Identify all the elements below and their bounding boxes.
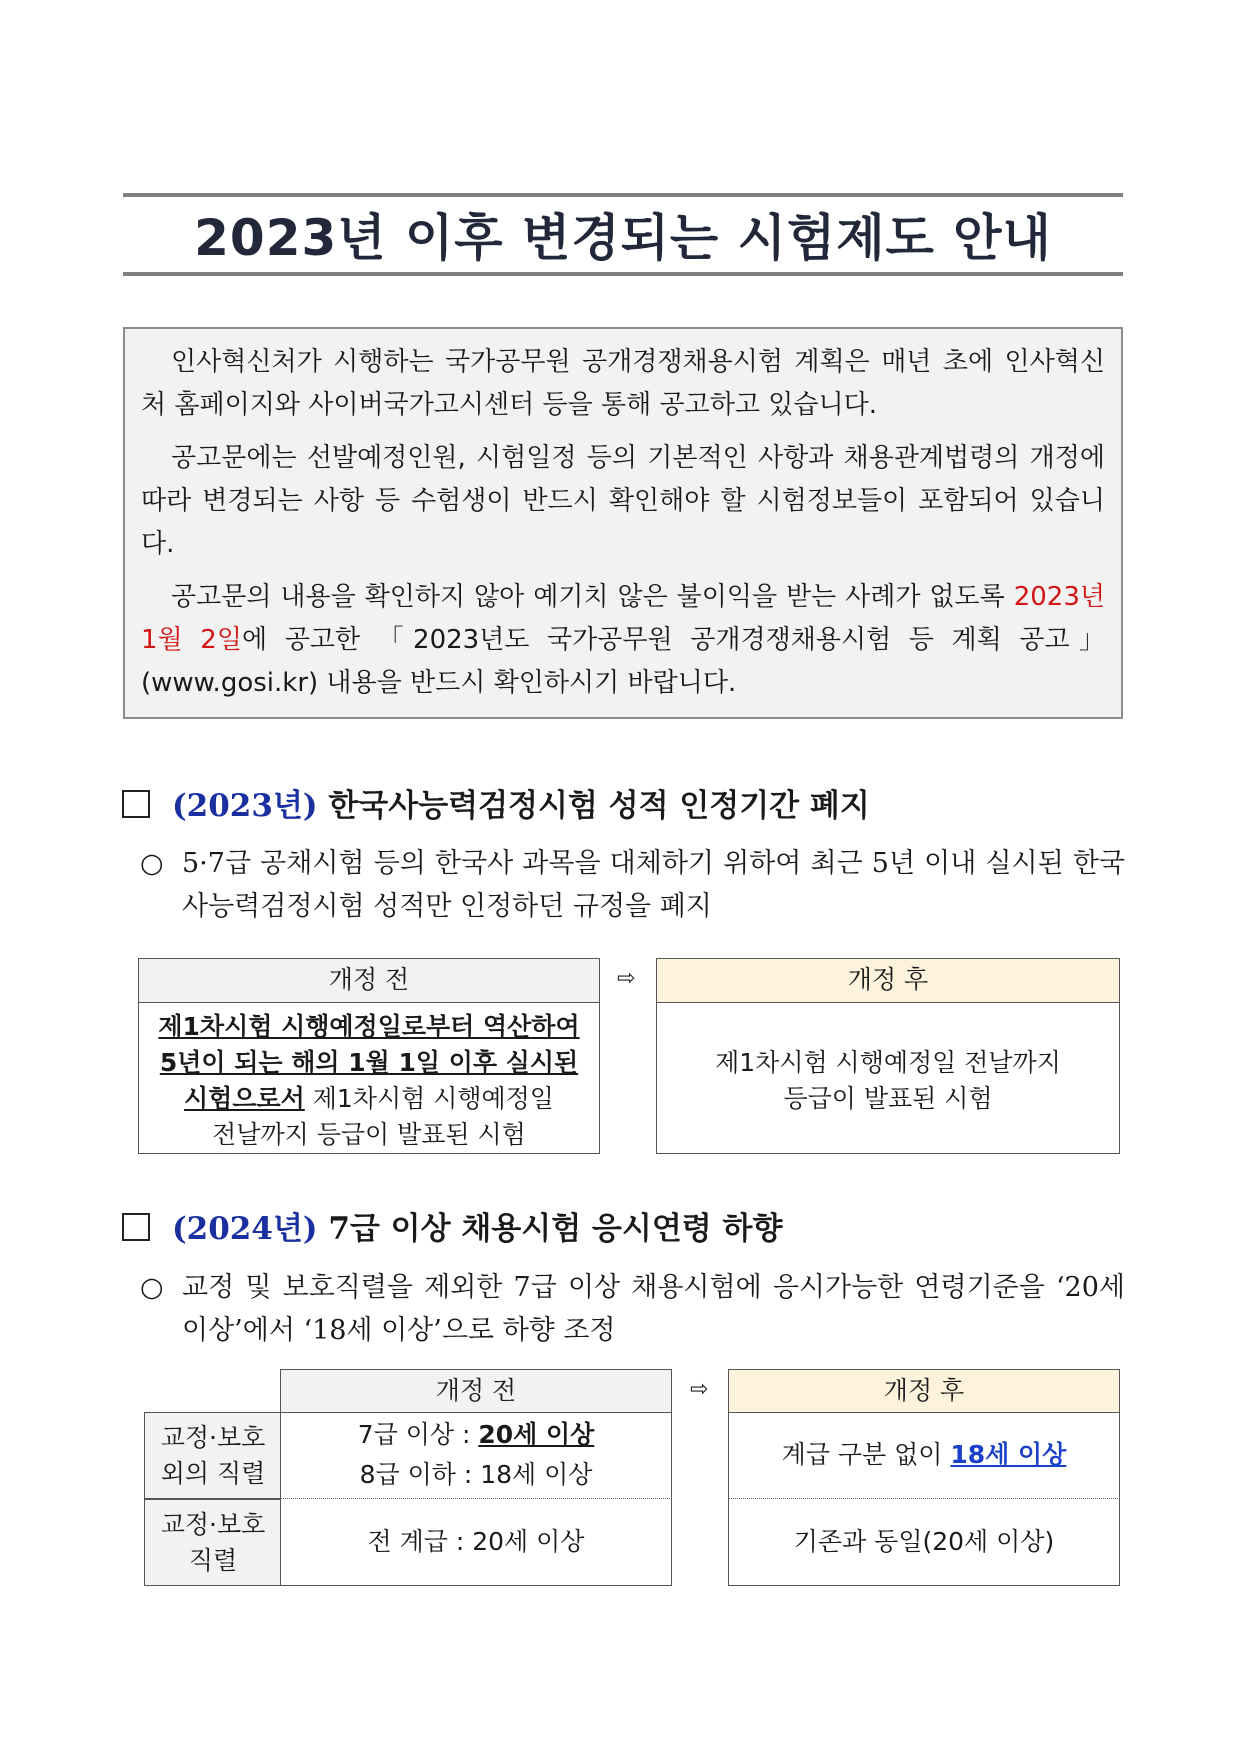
section1-bullet — [140, 842, 1125, 928]
section2-bullet-text: 교정 및 보호직렬을 제외한 7급 이상 채용시험에 응시가능한 연령기준을 ‘20세 이상’에서 ‘18세 이상’으로 하향 조정 — [182, 1272, 1125, 1346]
intro-box — [123, 327, 1123, 719]
section2-row2-label-line2: 직렬 — [188, 1546, 238, 1575]
section2-row2-before: 전 계급 : 20세 이상 — [280, 1499, 672, 1586]
section1-after-content — [657, 1003, 1119, 1117]
intro-p3-end: 에 공고한 「2023년도 국가공무원 공개경쟁채용시험 등 계획 공고」(www.gosi.kr) 내용을 반드시 확인하시기 바랍니다. — [141, 625, 1105, 698]
section2-row1-after — [728, 1412, 1120, 1499]
section1-before-table — [138, 958, 600, 1154]
section2-row1-label — [144, 1412, 281, 1499]
section1-bullet-text: 5·7급 공채시험 등의 한국사 과목을 대체하기 위하여 최근 5년 이내 실시된 한국사능력검정시험 성적만 인정하던 규정을 폐지 — [182, 848, 1125, 922]
section1-before-line1: 제1차시험 시행예정일로부터 역산하여 — [158, 1012, 580, 1041]
section1-before-line2: 5년이 되는 해의 1월 1일 이후 실시된 — [159, 1048, 579, 1077]
section1-before-line3-rest: 제1차시험 시행예정일 — [304, 1084, 554, 1113]
intro-paragraph-2: 공고문에는 선발예정인원, 시험일정 등의 기본적인 사항과 채용관계법령의 개정에 따라 변경되는 사항 등 수험생이 반드시 확인해야 할 시험정보들이 포함되어 있습니다. — [141, 443, 1105, 559]
title-bottom-rule — [123, 272, 1123, 276]
section2-heading — [122, 1203, 782, 1248]
title-top-rule — [123, 193, 1123, 197]
section2-row1-before-line1-value: 20세 이상 — [478, 1420, 595, 1449]
section2-before-header: 개정 전 — [280, 1369, 672, 1413]
checkbox-square-icon — [122, 790, 150, 818]
intro-paragraph-3 — [141, 576, 1105, 705]
checkbox-square-icon — [122, 1213, 150, 1241]
section2-row2-label-line1: 교정·보호 — [160, 1510, 266, 1539]
intro-p3-date: 2023년 1월 2일 — [141, 582, 1105, 655]
section2-before-table — [144, 1369, 672, 1586]
section1-title: 한국사능력검정시험 성적 인정기간 폐지 — [328, 788, 870, 824]
section2-row1-before-line1 — [281, 1415, 671, 1455]
page-title: 2023년 이후 변경되는 시험제도 안내 — [194, 209, 1052, 267]
section2-after-table — [728, 1369, 1120, 1586]
section2-bullet — [140, 1266, 1125, 1352]
intro-paragraph-1: 인사혁신처가 시행하는 국가공무원 공개경쟁채용시험 계획은 매년 초에 인사혁신처 홈페이지와 사이버국가고시센터 등을 통해 공고하고 있습니다. — [141, 347, 1105, 420]
section2-title: 7급 이상 채용시험 응시연령 하향 — [328, 1211, 783, 1247]
section1-after-table — [656, 958, 1120, 1154]
section2-row2-label — [144, 1499, 281, 1586]
section2-row2-after: 기존과 동일(20세 이상) — [728, 1499, 1120, 1586]
section2-row1-before-line2: 8급 이하 : 18세 이상 — [359, 1460, 593, 1489]
section1-before-line3 — [139, 1081, 599, 1117]
section2-after-header: 개정 후 — [728, 1369, 1120, 1413]
intro-p3-start: 공고문의 내용을 확인하지 않아 예기치 않은 불이익을 받는 사례가 없도록 — [171, 582, 1014, 612]
bullet-circle-icon: ○ — [140, 1272, 164, 1303]
section2-row1-label-line2: 외의 직렬 — [160, 1459, 266, 1488]
section1-after-line2: 등급이 발표된 시험 — [783, 1084, 993, 1113]
section1-after-header: 개정 후 — [657, 959, 1119, 1003]
section1-before-line3-underlined: 시험으로서 — [184, 1084, 305, 1113]
section2-row1-after-value: 18세 이상 — [950, 1440, 1067, 1469]
section1-year: (2023년) — [172, 788, 318, 824]
section2-row1-after-label: 계급 구분 없이 — [781, 1440, 951, 1469]
section1-before-line4: 전날까지 등급이 발표된 시험 — [212, 1120, 526, 1149]
section1-before-content — [139, 1003, 599, 1153]
section1-before-header: 개정 전 — [139, 959, 599, 1003]
section2-row1-before-line1-label: 7급 이상 : — [357, 1420, 479, 1449]
section1-arrow-icon: ⇨ — [617, 966, 636, 991]
section1-heading — [122, 780, 870, 825]
section2-year: (2024년) — [172, 1211, 318, 1247]
section2-row1-before — [280, 1412, 672, 1499]
section2-arrow-icon: ⇨ — [690, 1377, 709, 1402]
section2-row1-label-line1: 교정·보호 — [160, 1423, 266, 1452]
section1-after-line1: 제1차시험 시행예정일 전날까지 — [715, 1048, 1061, 1077]
bullet-circle-icon: ○ — [140, 848, 164, 879]
